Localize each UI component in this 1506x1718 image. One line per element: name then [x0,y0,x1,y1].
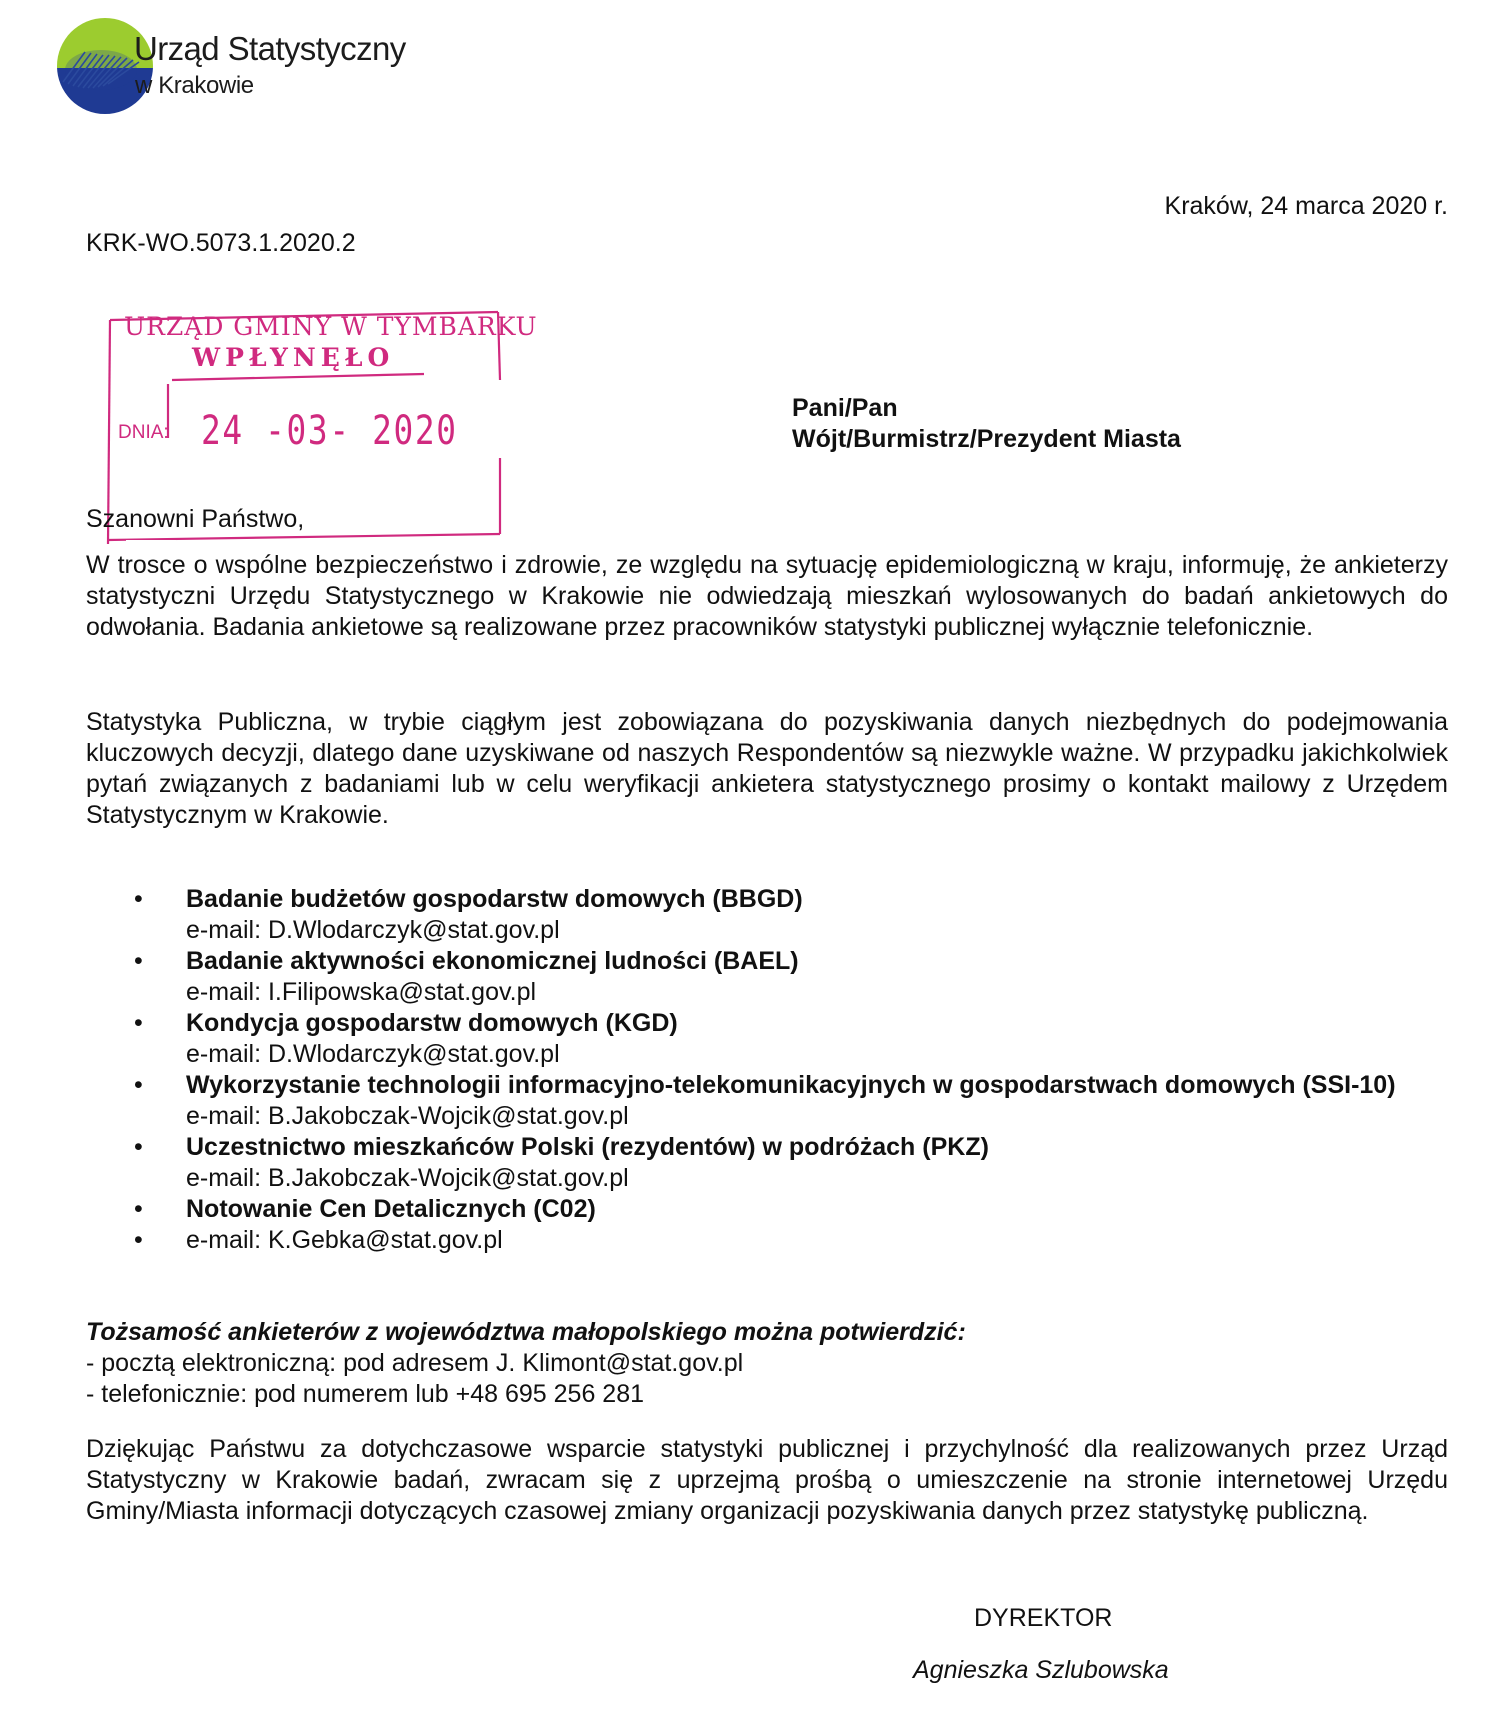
list-item [134,946,1454,1008]
identity-heading: Tożsamość ankieterów z województwa małopolskiego można potwierdzić: [86,1318,966,1346]
list-item [134,1194,1454,1225]
identity-phone-line: - telefonicznie: pod numerem lub +48 695 256 281 [86,1380,645,1408]
stamp-date-label: DNIA: [118,422,169,443]
paragraph-contact: Statystyka Publiczna, w trybie ciągłym jest zobowiązana do pozyskiwania danych niezbędnych do podejmowania kluczowych decyzji, dlatego dane uzyskiwane od naszych Respondentów są niezwykle ważne. W przypadku jakichkolwiek pytań związanych z badaniami lub w celu weryfikacji ankietera statystycznego prosimy o kontakt mailowy z Urzędem Statystycznym w Krakowie. [86,708,1448,829]
identity-section [86,1317,966,1410]
stamp-received: WPŁYNĘŁO [192,343,395,372]
survey-name: • Badanie aktywności ekonomicznej ludności (BAEL) [186,947,799,975]
survey-email: e-mail: I.Filipowska@stat.gov.pl [186,978,537,1006]
list-item [134,1070,1454,1132]
recipient-block [792,393,1181,455]
survey-name: • Badanie budżetów gospodarstw domowych (BBGD) [186,885,803,913]
institution-name: Urząd Statystyczny [134,30,406,67]
reference-number: KRK-WO.5073.1.2020.2 [86,229,356,257]
signature-title: DYREKTOR [974,1604,1113,1632]
list-item [134,1132,1454,1194]
stamp-organization: URZĄD GMINY W TYMBARKU [124,312,538,341]
survey-list [134,884,1454,1256]
survey-email: e-mail: D.Wlodarczyk@stat.gov.pl [186,916,560,944]
survey-email: e-mail: D.Wlodarczyk@stat.gov.pl [186,1040,560,1068]
survey-email: • e-mail: K.Gebka@stat.gov.pl [186,1226,503,1254]
recipient-line: Wójt/Burmistrz/Prezydent Miasta [792,425,1181,453]
stamp-date: 24 -03- 2020 [201,408,458,454]
institution-city: w Krakowie [135,72,254,99]
survey-name: • Wykorzystanie technologii informacyjno-telekomunikacyjnych w gospodarstwach domowych (SSI-10) [186,1071,1396,1099]
recipient-line: Pani/Pan [792,394,898,422]
survey-name: • Uczestnictwo mieszkańców Polski (rezydentów) w podróżach (PKZ) [186,1133,989,1161]
survey-email: e-mail: B.Jakobczak-Wojcik@stat.gov.pl [186,1164,629,1192]
list-item [134,884,1454,946]
paragraph-request: Dziękując Państwu za dotychczasowe wsparcie statystyki publicznej i przychylność dla realizowanych przez Urząd Statystyczny w Krakowie badań, zwracam się z uprzejmą prośbą o umieszczenie na stronie internetowej Urzędu Gminy/Miasta informacji dotyczących czasowej zmiany organizacji pozyskiwania danych przez statystykę publiczną. [86,1435,1448,1525]
list-item [134,1008,1454,1070]
survey-email: e-mail: B.Jakobczak-Wojcik@stat.gov.pl [186,1102,629,1130]
survey-name: • Kondycja gospodarstw domowych (KGD) [186,1009,678,1037]
list-item [134,1225,1454,1256]
paragraph-intro: W trosce o wspólne bezpieczeństwo i zdrowie, ze względu na sytuację epidemiologiczną w kraju, informuję, że ankieterzy statystyczni Urzędu Statystycznego w Krakowie nie odwiedzają mieszkań wylosowanych do badań ankietowych do odwołania. Badania ankietowe są realizowane przez pracowników statystyki publicznej wyłącznie telefonicznie. [86,551,1448,641]
letter-date: Kraków, 24 marca 2020 r. [1164,192,1448,220]
identity-email-line: - pocztą elektroniczną: pod adresem J. Klimont@stat.gov.pl [86,1349,744,1377]
survey-name: • Notowanie Cen Detalicznych (C02) [186,1195,596,1223]
signature-name: Agnieszka Szlubowska [913,1656,1169,1684]
salutation: Szanowni Państwo, [86,505,305,533]
